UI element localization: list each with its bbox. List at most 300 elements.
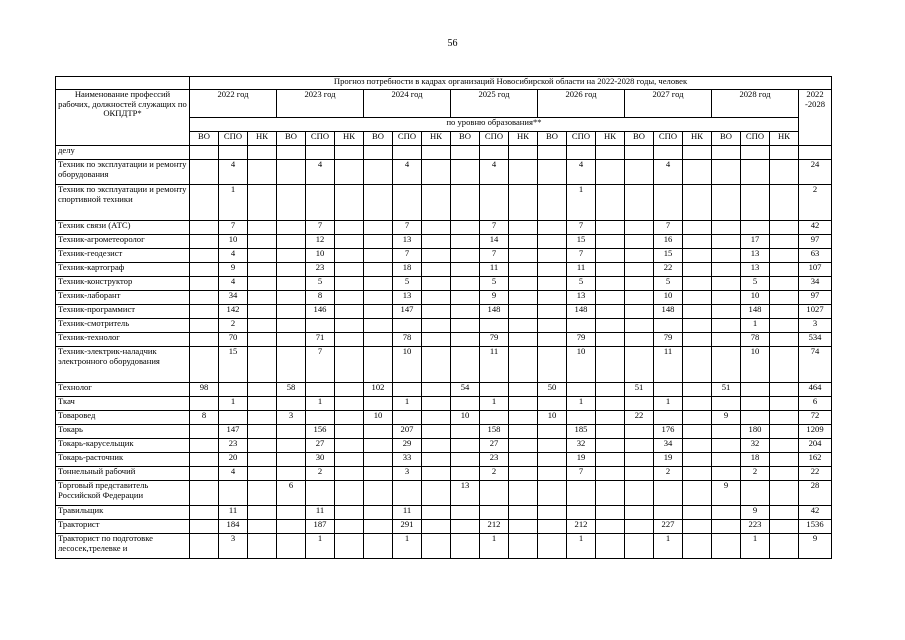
value-cell: 2 (654, 467, 683, 481)
value-cell (277, 534, 306, 559)
value-cell (509, 249, 538, 263)
value-cell (219, 383, 248, 397)
value-cell: 6 (277, 481, 306, 506)
value-cell (770, 383, 799, 397)
value-cell: 13 (741, 263, 770, 277)
table-row (56, 481, 832, 506)
value-cell: 13 (567, 291, 596, 305)
value-cell (190, 520, 219, 534)
value-cell (248, 411, 277, 425)
value-cell: 7 (480, 249, 509, 263)
value-cell (277, 506, 306, 520)
value-cell (190, 481, 219, 506)
value-cell (190, 439, 219, 453)
value-cell (683, 333, 712, 347)
value-cell (538, 146, 567, 160)
value-cell: 10 (567, 347, 596, 383)
value-cell (335, 185, 364, 221)
value-cell: 3 (219, 534, 248, 559)
value-cell (596, 347, 625, 383)
value-cell: 9 (712, 411, 741, 425)
education-level-label: ВО (451, 132, 480, 146)
value-cell (393, 481, 422, 506)
value-cell (567, 506, 596, 520)
value-cell (451, 534, 480, 559)
value-cell (625, 520, 654, 534)
value-cell (538, 185, 567, 221)
value-cell: 212 (567, 520, 596, 534)
value-cell: 14 (480, 235, 509, 249)
value-cell: 184 (219, 520, 248, 534)
value-cell: 4 (480, 160, 509, 185)
value-cell (306, 146, 335, 160)
value-cell (712, 467, 741, 481)
total-cell: 464 (799, 383, 832, 397)
value-cell (741, 481, 770, 506)
value-cell: 148 (567, 305, 596, 319)
value-cell (596, 319, 625, 333)
value-cell (770, 411, 799, 425)
value-cell (509, 263, 538, 277)
value-cell (422, 319, 451, 333)
value-cell (248, 439, 277, 453)
value-cell (596, 506, 625, 520)
value-cell (190, 425, 219, 439)
value-cell (625, 249, 654, 263)
value-cell (654, 411, 683, 425)
total-cell: 24 (799, 160, 832, 185)
value-cell: 13 (741, 249, 770, 263)
value-cell (248, 397, 277, 411)
value-cell (683, 397, 712, 411)
profession-name: Техник связи (АТС) (56, 221, 190, 235)
value-cell (509, 160, 538, 185)
value-cell: 9 (741, 506, 770, 520)
year-header: 2028 год (712, 90, 799, 118)
value-cell (422, 383, 451, 397)
value-cell (770, 439, 799, 453)
value-cell: 5 (654, 277, 683, 291)
value-cell (248, 319, 277, 333)
value-cell (567, 146, 596, 160)
value-cell (190, 506, 219, 520)
table-row (56, 520, 832, 534)
value-cell (683, 221, 712, 235)
table-row (56, 305, 832, 319)
value-cell: 1 (654, 534, 683, 559)
value-cell (683, 534, 712, 559)
profession-name: Тракторист (56, 520, 190, 534)
value-cell (306, 411, 335, 425)
value-cell (190, 249, 219, 263)
value-cell (770, 453, 799, 467)
profession-name: Техник-технолог (56, 333, 190, 347)
value-cell (422, 439, 451, 453)
value-cell (538, 305, 567, 319)
table-row (56, 467, 832, 481)
value-cell (509, 534, 538, 559)
value-cell (248, 520, 277, 534)
value-cell (712, 235, 741, 249)
value-cell: 7 (480, 221, 509, 235)
value-cell: 2 (741, 467, 770, 481)
value-cell (509, 425, 538, 439)
education-level-label: ВО (277, 132, 306, 146)
value-cell (741, 160, 770, 185)
value-cell: 16 (654, 235, 683, 249)
value-cell (509, 411, 538, 425)
value-cell (277, 249, 306, 263)
value-cell (741, 146, 770, 160)
value-cell (596, 383, 625, 397)
value-cell (422, 425, 451, 439)
total-cell: 1536 (799, 520, 832, 534)
value-cell: 54 (451, 383, 480, 397)
value-cell (683, 146, 712, 160)
value-cell (248, 249, 277, 263)
profession-name: Торговый представитель Российской Федерации (56, 481, 190, 506)
value-cell: 7 (393, 249, 422, 263)
value-cell (306, 383, 335, 397)
value-cell (480, 411, 509, 425)
value-cell: 13 (451, 481, 480, 506)
value-cell (364, 397, 393, 411)
total-cell: 1209 (799, 425, 832, 439)
education-level-label: НК (683, 132, 712, 146)
value-cell: 79 (480, 333, 509, 347)
total-cell: 22 (799, 467, 832, 481)
value-cell: 17 (741, 235, 770, 249)
value-cell (364, 520, 393, 534)
education-level-label: ВО (190, 132, 219, 146)
value-cell (538, 160, 567, 185)
value-cell: 10 (219, 235, 248, 249)
value-cell (422, 185, 451, 221)
value-cell (625, 185, 654, 221)
value-cell (538, 397, 567, 411)
value-cell (712, 453, 741, 467)
value-cell (712, 333, 741, 347)
value-cell (683, 347, 712, 383)
value-cell: 291 (393, 520, 422, 534)
value-cell (509, 506, 538, 520)
value-cell: 98 (190, 383, 219, 397)
value-cell (335, 160, 364, 185)
value-cell (451, 277, 480, 291)
value-cell (335, 534, 364, 559)
value-cell (451, 439, 480, 453)
value-cell (277, 185, 306, 221)
profession-name: Товаровед (56, 411, 190, 425)
table-row (56, 506, 832, 520)
value-cell (712, 534, 741, 559)
education-level-label: НК (422, 132, 451, 146)
value-cell (712, 221, 741, 235)
value-cell: 10 (393, 347, 422, 383)
value-cell (712, 277, 741, 291)
total-cell: 42 (799, 221, 832, 235)
value-cell (306, 185, 335, 221)
value-cell (596, 305, 625, 319)
value-cell (683, 520, 712, 534)
value-cell (509, 185, 538, 221)
value-cell: 10 (538, 411, 567, 425)
value-cell (364, 319, 393, 333)
value-cell: 10 (451, 411, 480, 425)
value-cell (335, 319, 364, 333)
value-cell (596, 520, 625, 534)
value-cell (190, 185, 219, 221)
value-cell: 7 (306, 221, 335, 235)
value-cell: 142 (219, 305, 248, 319)
value-cell (683, 263, 712, 277)
value-cell (451, 249, 480, 263)
table-row (56, 291, 832, 305)
value-cell (364, 291, 393, 305)
value-cell: 27 (306, 439, 335, 453)
total-cell: 42 (799, 506, 832, 520)
value-cell: 30 (306, 453, 335, 467)
value-cell: 10 (364, 411, 393, 425)
value-cell (335, 146, 364, 160)
value-cell (625, 467, 654, 481)
value-cell (683, 506, 712, 520)
value-cell (335, 277, 364, 291)
profession-name: Техник-программист (56, 305, 190, 319)
value-cell (451, 185, 480, 221)
year-header: 2026 год (538, 90, 625, 118)
value-cell (480, 481, 509, 506)
education-level-label: ВО (712, 132, 741, 146)
value-cell (741, 383, 770, 397)
value-cell: 1 (306, 397, 335, 411)
value-cell (277, 146, 306, 160)
value-cell (364, 506, 393, 520)
value-cell (712, 160, 741, 185)
table-row (56, 160, 832, 185)
profession-name: Токарь (56, 425, 190, 439)
value-cell (596, 291, 625, 305)
value-cell: 71 (306, 333, 335, 347)
value-cell (190, 347, 219, 383)
value-cell: 5 (741, 277, 770, 291)
value-cell (364, 439, 393, 453)
value-cell (770, 534, 799, 559)
value-cell (567, 481, 596, 506)
year-header-row (56, 90, 832, 118)
value-cell (422, 249, 451, 263)
value-cell: 8 (190, 411, 219, 425)
value-cell (335, 249, 364, 263)
value-cell (364, 185, 393, 221)
value-cell: 227 (654, 520, 683, 534)
value-cell (509, 397, 538, 411)
value-cell (712, 506, 741, 520)
value-cell: 4 (654, 160, 683, 185)
table-row (56, 383, 832, 397)
value-cell (422, 534, 451, 559)
value-cell (335, 467, 364, 481)
table-row (56, 185, 832, 221)
profession-name: Тоннельный рабочий (56, 467, 190, 481)
total-cell: 534 (799, 333, 832, 347)
value-cell (712, 520, 741, 534)
value-cell (596, 397, 625, 411)
value-cell: 10 (306, 249, 335, 263)
value-cell (538, 347, 567, 383)
value-cell: 1 (393, 534, 422, 559)
value-cell (277, 467, 306, 481)
value-cell (712, 397, 741, 411)
value-cell: 4 (219, 160, 248, 185)
value-cell: 9 (712, 481, 741, 506)
table-row (56, 534, 832, 559)
value-cell (538, 333, 567, 347)
value-cell (393, 383, 422, 397)
education-level-label: НК (770, 132, 799, 146)
value-cell (625, 221, 654, 235)
value-cell (335, 263, 364, 277)
value-cell: 176 (654, 425, 683, 439)
value-cell (654, 383, 683, 397)
value-cell (741, 411, 770, 425)
value-cell (712, 249, 741, 263)
education-level-label: НК (248, 132, 277, 146)
value-cell (480, 383, 509, 397)
total-column-header: 2022 -2028 (799, 90, 832, 146)
value-cell (451, 453, 480, 467)
value-cell (770, 146, 799, 160)
value-cell (335, 347, 364, 383)
value-cell: 10 (654, 291, 683, 305)
value-cell (422, 146, 451, 160)
value-cell (770, 160, 799, 185)
value-cell (364, 277, 393, 291)
value-cell (770, 333, 799, 347)
education-level-label: НК (335, 132, 364, 146)
profession-name: Техник-конструктор (56, 277, 190, 291)
value-cell (393, 146, 422, 160)
value-cell: 146 (306, 305, 335, 319)
value-cell (364, 235, 393, 249)
value-cell (654, 506, 683, 520)
value-cell: 11 (393, 506, 422, 520)
value-cell (770, 185, 799, 221)
value-cell (625, 506, 654, 520)
value-cell (335, 506, 364, 520)
value-cell (712, 347, 741, 383)
value-cell (596, 263, 625, 277)
value-cell: 79 (654, 333, 683, 347)
table-row (56, 277, 832, 291)
value-cell: 10 (741, 291, 770, 305)
value-cell: 4 (567, 160, 596, 185)
table-row (56, 425, 832, 439)
value-cell: 70 (219, 333, 248, 347)
value-cell: 20 (219, 453, 248, 467)
value-cell (393, 319, 422, 333)
value-cell (480, 146, 509, 160)
education-level-label: СПО (567, 132, 596, 146)
value-cell (509, 235, 538, 249)
corner-cell (56, 77, 190, 90)
profession-name: Травильщик (56, 506, 190, 520)
education-level-label: ВО (364, 132, 393, 146)
value-cell (509, 333, 538, 347)
page-number: 56 (447, 38, 458, 49)
value-cell (538, 249, 567, 263)
value-cell: 7 (567, 221, 596, 235)
profession-name: Техник по эксплуатации и ремонту спортивной техники (56, 185, 190, 221)
table-row (56, 439, 832, 453)
value-cell (393, 185, 422, 221)
value-cell: 4 (393, 160, 422, 185)
value-cell: 19 (654, 453, 683, 467)
value-cell: 1 (219, 397, 248, 411)
value-cell (567, 411, 596, 425)
value-cell (596, 160, 625, 185)
total-cell: 2 (799, 185, 832, 221)
value-cell (364, 305, 393, 319)
value-cell (364, 160, 393, 185)
total-cell: 97 (799, 291, 832, 305)
total-cell: 6 (799, 397, 832, 411)
value-cell (190, 221, 219, 235)
value-cell (770, 235, 799, 249)
value-cell: 2 (219, 319, 248, 333)
value-cell: 1 (567, 397, 596, 411)
value-cell (335, 520, 364, 534)
value-cell (683, 425, 712, 439)
value-cell (538, 319, 567, 333)
value-cell: 1 (480, 397, 509, 411)
value-cell (248, 481, 277, 506)
value-cell (277, 347, 306, 383)
value-cell (712, 263, 741, 277)
value-cell (190, 291, 219, 305)
value-cell (625, 160, 654, 185)
value-cell: 102 (364, 383, 393, 397)
total-cell: 72 (799, 411, 832, 425)
value-cell: 1 (654, 397, 683, 411)
value-cell: 34 (219, 291, 248, 305)
value-cell (770, 249, 799, 263)
value-cell (712, 291, 741, 305)
value-cell (190, 453, 219, 467)
value-cell (277, 520, 306, 534)
value-cell (596, 411, 625, 425)
value-cell (190, 235, 219, 249)
value-cell: 4 (219, 249, 248, 263)
value-cell: 8 (306, 291, 335, 305)
value-cell (277, 277, 306, 291)
value-cell (248, 146, 277, 160)
total-cell (799, 146, 832, 160)
value-cell (335, 439, 364, 453)
value-cell (654, 185, 683, 221)
value-cell: 148 (480, 305, 509, 319)
education-level-header: по уровню образования** (190, 118, 799, 132)
value-cell (625, 333, 654, 347)
value-cell: 12 (306, 235, 335, 249)
value-cell (364, 453, 393, 467)
value-cell (683, 160, 712, 185)
value-cell (190, 277, 219, 291)
value-cell (277, 397, 306, 411)
value-cell: 1 (741, 534, 770, 559)
value-cell (248, 506, 277, 520)
education-level-label: ВО (625, 132, 654, 146)
